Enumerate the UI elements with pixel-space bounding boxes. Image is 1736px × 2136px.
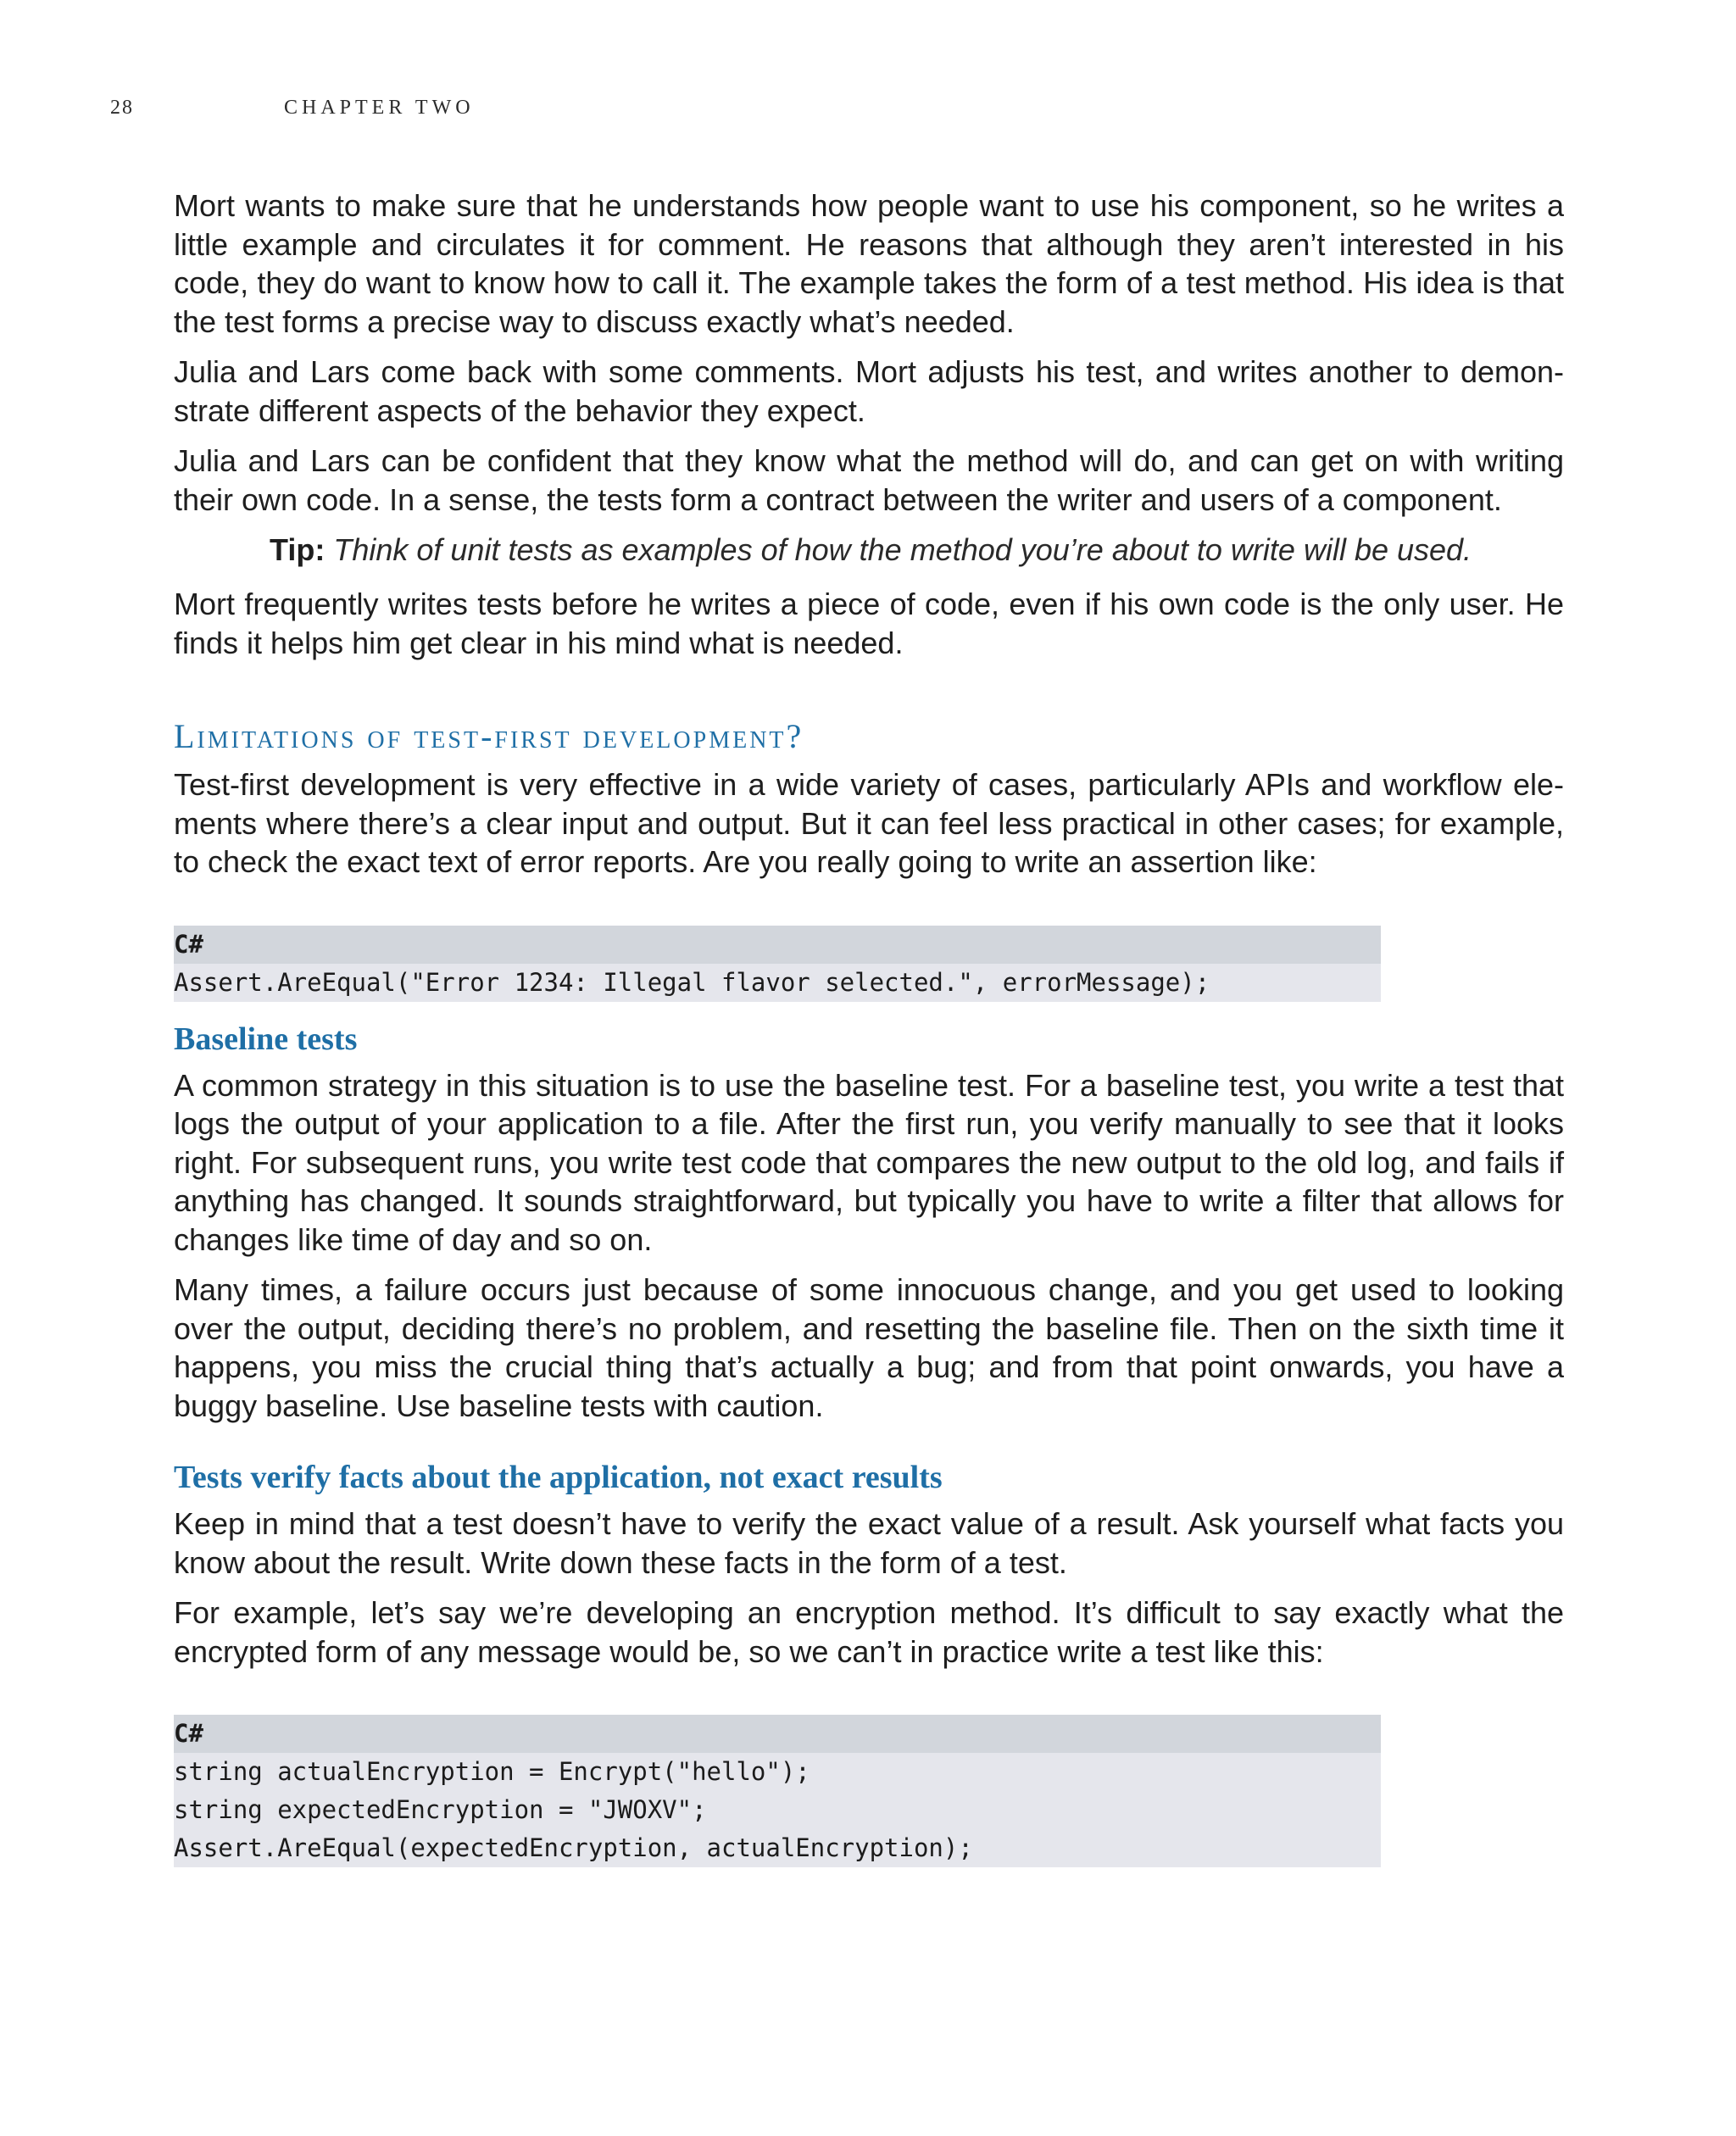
paragraph: Julia and Lars can be confident that they know what the method will do, and can get on with writing their own code. In a sense, the tests form a contract between the writer and users of a component. xyxy=(174,443,1564,517)
code-line: Assert.AreEqual("Error 1234: Illegal flavor selected.", errorMessage); xyxy=(174,967,1210,997)
code-language-label: C# xyxy=(174,926,1381,964)
subsection-heading-facts: Tests verify facts about the application, not exact results xyxy=(174,1460,943,1495)
page-content xyxy=(174,186,1564,1884)
code-line: string expectedEncryption = "JWOXV"; xyxy=(174,1795,707,1824)
paragraph: Julia and Lars come back with some comments. Mort adjusts his test, and writes another to demon-strate different aspects of the behavior they expect. xyxy=(174,354,1564,428)
code-line: Assert.AreEqual(expectedEncryption, actualEncryption); xyxy=(174,1833,973,1862)
tip-text: Think of unit tests as examples of how the method you’re about to write will be used. xyxy=(333,532,1472,567)
paragraph: For example, let’s say we’re developing an encryption method. It’s difficult to say exactly what the encrypted form of any message would be, so we can’t in practice write a test like this: xyxy=(174,1595,1564,1669)
code-language-label: C# xyxy=(174,1715,1381,1753)
code-block xyxy=(174,926,1381,1002)
paragraph: Mort wants to make sure that he understands how people want to use his component, so he writes a little example and circulates it for comment. He reasons that although they aren’t interested in his code, they do want to know how to call it. The example takes the form of a test method. His idea is that the test forms a precise way to discuss exactly what’s needed. xyxy=(174,188,1564,339)
paragraph: Keep in mind that a test doesn’t have to verify the exact value of a result. Ask yourself what facts you know about the result. Write down these facts in the form of a test. xyxy=(174,1506,1564,1580)
running-head: CHAPTER TWO xyxy=(284,97,475,119)
paragraph: A common strategy in this situation is to use the baseline test. For a baseline test, you write a test that logs the output of your application to a file. After the first run, you verify manually to see that it looks right. For subsequent runs, you write test code that compares the new output to the old log, and fails if anything has changed. It sounds straightforward, but typically you have to write a filter that allows for changes like time of day and so on. xyxy=(174,1067,1564,1257)
page-number: 28 xyxy=(110,97,134,119)
paragraph: Test-first development is very effective in a wide variety of cases, particularly APIs and workflow ele-ments where there’s a clear input and output. But it can feel less practical in other cases; for example, to check the exact text of error reports. Are you really going to write an assertion like: xyxy=(174,767,1564,879)
section-heading-limitations: Limitations of test-first development? xyxy=(174,717,804,755)
paragraph: Mort frequently writes tests before he writes a piece of code, even if his own code is the only user. He finds it helps him get clear in his mind what is needed. xyxy=(174,587,1564,660)
tip-label: Tip: xyxy=(270,532,326,567)
subsection-heading-baseline: Baseline tests xyxy=(174,1021,358,1057)
paragraph: Many times, a failure occurs just because of some innocuous change, and you get used to looking over the output, deciding there’s no problem, and resetting the baseline file. Then on the sixth time it happens, you miss the crucial thing that’s actually a bug; and from that point onwards, you have a buggy baseline. Use baseline tests with caution. xyxy=(174,1272,1564,1423)
tip-callout xyxy=(174,531,1564,570)
code-line: string actualEncryption = Encrypt("hello"); xyxy=(174,1757,810,1786)
code-block xyxy=(174,1715,1381,1867)
